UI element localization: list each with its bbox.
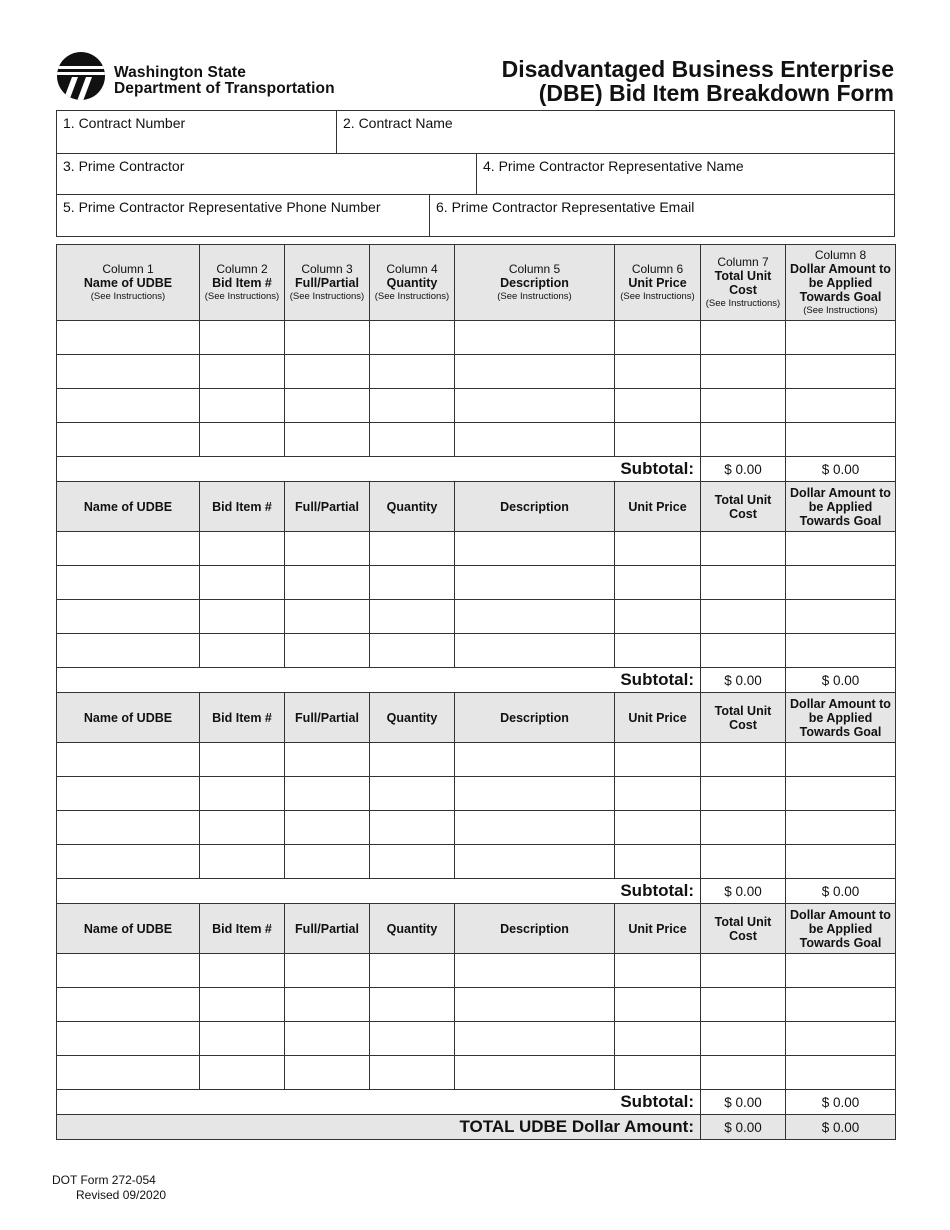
- entry-cell-description[interactable]: [455, 988, 615, 1022]
- entry-cell-total-unit-cost[interactable]: [701, 634, 786, 668]
- entry-cell-total-unit-cost[interactable]: [701, 811, 786, 845]
- header-full-partial: Full/Partial: [285, 904, 370, 954]
- entry-cell-full-partial[interactable]: [285, 423, 370, 457]
- header-quantity: Quantity: [370, 904, 455, 954]
- entry-cell-unit-price[interactable]: [615, 1022, 701, 1056]
- header-total-unit-cost: Total Unit Cost: [701, 693, 786, 743]
- agency-line-1: Washington State: [114, 64, 246, 81]
- entry-cell-full-partial[interactable]: [285, 954, 370, 988]
- entry-cell-unit-price[interactable]: [615, 743, 701, 777]
- form-title: [502, 57, 894, 105]
- entry-cell-name-of-udbe[interactable]: [57, 988, 200, 1022]
- column-title: Bid Item #: [212, 275, 272, 290]
- header-description: Description: [455, 693, 615, 743]
- entry-cell-bid-item[interactable]: [200, 988, 285, 1022]
- entry-cell-bid-item[interactable]: [200, 845, 285, 879]
- subtotal-row: [57, 879, 896, 904]
- column-title: Unit Price: [628, 275, 687, 290]
- header-quantity: Quantity: [370, 482, 455, 532]
- subtotal-total-unit-cost: $ 0.00: [701, 457, 786, 482]
- entry-cell-description[interactable]: [455, 845, 615, 879]
- subtotal-row: [57, 1090, 896, 1115]
- total-label: TOTAL UDBE Dollar Amount:: [57, 1115, 701, 1140]
- column-header-description: [455, 245, 615, 321]
- table-row: [57, 743, 896, 777]
- entry-cell-total-unit-cost[interactable]: [701, 600, 786, 634]
- entry-cell-full-partial[interactable]: [285, 634, 370, 668]
- entry-cell-name-of-udbe[interactable]: [57, 423, 200, 457]
- subtotal-total-unit-cost: $ 0.00: [701, 668, 786, 693]
- entry-cell-total-unit-cost[interactable]: [701, 389, 786, 423]
- total-unit-cost: $ 0.00: [701, 1115, 786, 1140]
- entry-cell-quantity[interactable]: [370, 355, 455, 389]
- form-title-line-1: Disadvantaged Business Enterprise: [501, 56, 894, 82]
- subtotal-dollar-amount: $ 0.00: [786, 1090, 896, 1115]
- entry-cell-full-partial[interactable]: [285, 988, 370, 1022]
- column-number: Column 2: [216, 261, 268, 276]
- entry-cell-description[interactable]: [455, 743, 615, 777]
- entry-cell-total-unit-cost[interactable]: [701, 845, 786, 879]
- revised-date: Revised 09/2020: [76, 1188, 167, 1202]
- header-quantity: Quantity: [370, 693, 455, 743]
- entry-cell-name-of-udbe[interactable]: [57, 743, 200, 777]
- entry-cell-full-partial[interactable]: [285, 1056, 370, 1090]
- entry-cell-dollar-amount[interactable]: [786, 954, 896, 988]
- entry-cell-unit-price[interactable]: [615, 845, 701, 879]
- subtotal-dollar-amount: $ 0.00: [786, 668, 896, 693]
- entry-cell-dollar-amount[interactable]: [786, 777, 896, 811]
- subtotal-label: Subtotal:: [57, 1090, 701, 1115]
- header-dollar-amount: Dollar Amount to be Applied Towards Goal: [786, 904, 896, 954]
- entry-cell-bid-item[interactable]: [200, 532, 285, 566]
- entry-cell-full-partial[interactable]: [285, 1022, 370, 1056]
- entry-cell-description[interactable]: [455, 634, 615, 668]
- contract-number-field[interactable]: 1. Contract Number: [63, 115, 186, 131]
- entry-cell-description[interactable]: [455, 1056, 615, 1090]
- header-full-partial: Full/Partial: [285, 693, 370, 743]
- prime-contractor-field[interactable]: 3. Prime Contractor: [63, 157, 185, 174]
- entry-cell-unit-price[interactable]: [615, 389, 701, 423]
- column-title: Dollar Amount to be Applied Towards Goal: [790, 261, 891, 304]
- entry-cell-full-partial[interactable]: [285, 355, 370, 389]
- entry-cell-total-unit-cost[interactable]: [701, 777, 786, 811]
- entry-cell-total-unit-cost[interactable]: [701, 566, 786, 600]
- entry-cell-quantity[interactable]: [370, 777, 455, 811]
- entry-cell-dollar-amount[interactable]: [786, 988, 896, 1022]
- column-title: Quantity: [386, 275, 438, 290]
- column-header-dollar-amount: [786, 245, 896, 321]
- column-header-quantity: [370, 245, 455, 321]
- table-row: [57, 811, 896, 845]
- header-bid-item: Bid Item #: [200, 482, 285, 532]
- contract-name-field[interactable]: 2. Contract Name: [336, 111, 894, 153]
- entry-cell-dollar-amount[interactable]: [786, 811, 896, 845]
- table-row: [57, 355, 896, 389]
- subtotal-total-unit-cost: $ 0.00: [701, 879, 786, 904]
- entry-cell-name-of-udbe[interactable]: [57, 634, 200, 668]
- entry-cell-description[interactable]: [455, 532, 615, 566]
- entry-cell-bid-item[interactable]: [200, 777, 285, 811]
- header-description: Description: [455, 482, 615, 532]
- entry-cell-quantity[interactable]: [370, 532, 455, 566]
- header-description: Description: [455, 904, 615, 954]
- grand-total-row: [57, 1115, 896, 1140]
- agency-name: [114, 65, 335, 97]
- column-number: Column 8: [814, 247, 867, 262]
- table-row: [57, 566, 896, 600]
- entry-cell-description[interactable]: [455, 423, 615, 457]
- table-row: [57, 634, 896, 668]
- entry-cell-quantity[interactable]: [370, 988, 455, 1022]
- entry-cell-name-of-udbe[interactable]: [57, 777, 200, 811]
- entry-cell-full-partial[interactable]: [285, 566, 370, 600]
- entry-cell-quantity[interactable]: [370, 321, 455, 355]
- table-row: [57, 777, 896, 811]
- entry-cell-bid-item[interactable]: [200, 634, 285, 668]
- entry-cell-name-of-udbe[interactable]: [57, 321, 200, 355]
- entry-cell-description[interactable]: [455, 1022, 615, 1056]
- table-row: [57, 389, 896, 423]
- column-number: Column 3: [301, 261, 353, 276]
- column-header-row: [57, 245, 896, 321]
- header-name-of-udbe: Name of UDBE: [57, 482, 200, 532]
- entry-cell-full-partial[interactable]: [285, 389, 370, 423]
- entry-cell-dollar-amount[interactable]: [786, 532, 896, 566]
- entry-cell-description[interactable]: [455, 355, 615, 389]
- table-row: [57, 988, 896, 1022]
- column-note: (See Instructions): [374, 290, 450, 302]
- entry-cell-name-of-udbe[interactable]: [57, 566, 200, 600]
- entry-cell-bid-item[interactable]: [200, 389, 285, 423]
- entry-cell-quantity[interactable]: [370, 743, 455, 777]
- column-title: Total Unit Cost: [714, 268, 772, 297]
- entry-cell-dollar-amount[interactable]: [786, 1056, 896, 1090]
- entry-cell-dollar-amount[interactable]: [786, 1022, 896, 1056]
- table-row: [57, 1056, 896, 1090]
- entry-cell-full-partial[interactable]: [285, 321, 370, 355]
- header-name-of-udbe: Name of UDBE: [57, 904, 200, 954]
- form-number: DOT Form 272-054: [52, 1173, 156, 1187]
- entry-cell-bid-item[interactable]: [200, 743, 285, 777]
- entry-cell-name-of-udbe[interactable]: [57, 1056, 200, 1090]
- subtotal-label: Subtotal:: [57, 668, 701, 693]
- entry-cell-bid-item[interactable]: [200, 423, 285, 457]
- entry-cell-unit-price[interactable]: [615, 321, 701, 355]
- entry-cell-full-partial[interactable]: [285, 532, 370, 566]
- entry-cell-full-partial[interactable]: [285, 845, 370, 879]
- entry-cell-total-unit-cost[interactable]: [701, 1056, 786, 1090]
- column-number: Column 4: [386, 261, 438, 276]
- form-title-line-2: (DBE) Bid Item Breakdown Form: [538, 80, 894, 106]
- entry-cell-description[interactable]: [455, 954, 615, 988]
- agency-line-2: Department of Transportation: [114, 80, 335, 97]
- table-row: [57, 845, 896, 879]
- entry-cell-name-of-udbe[interactable]: [57, 532, 200, 566]
- entry-cell-total-unit-cost[interactable]: [701, 954, 786, 988]
- entry-cell-total-unit-cost[interactable]: [701, 423, 786, 457]
- bid-item-table: [56, 244, 896, 1140]
- column-header-full-partial: [285, 245, 370, 321]
- entry-cell-bid-item[interactable]: [200, 954, 285, 988]
- column-note: (See Instructions): [90, 290, 166, 302]
- entry-cell-name-of-udbe[interactable]: [57, 355, 200, 389]
- header-bid-item: Bid Item #: [200, 904, 285, 954]
- entry-cell-name-of-udbe[interactable]: [57, 600, 200, 634]
- entry-cell-quantity[interactable]: [370, 1022, 455, 1056]
- entry-cell-full-partial[interactable]: [285, 600, 370, 634]
- entry-cell-total-unit-cost[interactable]: [701, 532, 786, 566]
- entry-cell-total-unit-cost[interactable]: [701, 355, 786, 389]
- entry-cell-dollar-amount[interactable]: [786, 743, 896, 777]
- entry-cell-unit-price[interactable]: [615, 777, 701, 811]
- table-row: [57, 954, 896, 988]
- entry-cell-quantity[interactable]: [370, 634, 455, 668]
- entry-cell-dollar-amount[interactable]: [786, 423, 896, 457]
- form-footer: [52, 1173, 166, 1203]
- entry-cell-total-unit-cost[interactable]: [701, 321, 786, 355]
- rep-name-field[interactable]: 4. Prime Contractor Representative Name: [476, 154, 894, 195]
- entry-cell-full-partial[interactable]: [285, 777, 370, 811]
- entry-cell-quantity[interactable]: [370, 1056, 455, 1090]
- repeat-header-row: [57, 904, 896, 954]
- entry-cell-description[interactable]: [455, 600, 615, 634]
- subtotal-label: Subtotal:: [57, 457, 701, 482]
- entry-cell-bid-item[interactable]: [200, 600, 285, 634]
- entry-cell-unit-price[interactable]: [615, 954, 701, 988]
- total-dollar-amount: $ 0.00: [786, 1115, 896, 1140]
- header-unit-price: Unit Price: [615, 482, 701, 532]
- entry-cell-dollar-amount[interactable]: [786, 600, 896, 634]
- repeat-header-row: [57, 693, 896, 743]
- header-unit-price: Unit Price: [615, 904, 701, 954]
- subtotal-row: [57, 668, 896, 693]
- table-row: [57, 1022, 896, 1056]
- subtotal-row: [57, 457, 896, 482]
- entry-cell-unit-price[interactable]: [615, 355, 701, 389]
- entry-cell-bid-item[interactable]: [200, 1022, 285, 1056]
- column-title: Full/Partial: [295, 275, 359, 290]
- table-row: [57, 321, 896, 355]
- column-number: Column 5: [508, 261, 561, 276]
- column-title: Description: [500, 275, 569, 290]
- entry-cell-dollar-amount[interactable]: [786, 389, 896, 423]
- header-bid-item: Bid Item #: [200, 693, 285, 743]
- entry-cell-name-of-udbe[interactable]: [57, 845, 200, 879]
- entry-cell-quantity[interactable]: [370, 389, 455, 423]
- column-note: (See Instructions): [497, 290, 572, 302]
- entry-cell-bid-item[interactable]: [200, 811, 285, 845]
- entry-cell-dollar-amount[interactable]: [786, 845, 896, 879]
- header-dollar-amount: Dollar Amount to be Applied Towards Goal: [786, 693, 896, 743]
- subtotal-dollar-amount: $ 0.00: [786, 879, 896, 904]
- column-note: (See Instructions): [705, 297, 781, 309]
- entry-cell-description[interactable]: [455, 389, 615, 423]
- entry-cell-total-unit-cost[interactable]: [701, 743, 786, 777]
- entry-cell-quantity[interactable]: [370, 811, 455, 845]
- column-note: (See Instructions): [204, 290, 280, 302]
- column-header-unit-price: [615, 245, 701, 321]
- header-total-unit-cost: Total Unit Cost: [701, 904, 786, 954]
- column-header-bid-item: [200, 245, 285, 321]
- entry-cell-description[interactable]: [455, 777, 615, 811]
- column-number: Column 1: [102, 261, 154, 276]
- entry-cell-full-partial[interactable]: [285, 811, 370, 845]
- entry-cell-unit-price[interactable]: [615, 988, 701, 1022]
- column-title: Name of UDBE: [83, 275, 173, 290]
- entry-cell-unit-price[interactable]: [615, 532, 701, 566]
- entry-cell-description[interactable]: [455, 566, 615, 600]
- entry-cell-dollar-amount[interactable]: [786, 634, 896, 668]
- header-name-of-udbe: Name of UDBE: [57, 693, 200, 743]
- contract-info-fields: [56, 110, 895, 237]
- column-header-name-of-udbe: [57, 245, 200, 321]
- column-header-total-unit-cost: [701, 245, 786, 321]
- entry-cell-quantity[interactable]: [370, 566, 455, 600]
- entry-cell-name-of-udbe[interactable]: [57, 1022, 200, 1056]
- column-note: (See Instructions): [289, 290, 365, 302]
- entry-cell-dollar-amount[interactable]: [786, 566, 896, 600]
- subtotal-total-unit-cost: $ 0.00: [701, 1090, 786, 1115]
- entry-cell-bid-item[interactable]: [200, 355, 285, 389]
- repeat-header-row: [57, 482, 896, 532]
- column-note: (See Instructions): [803, 304, 878, 316]
- header-total-unit-cost: Total Unit Cost: [701, 482, 786, 532]
- entry-cell-description[interactable]: [455, 321, 615, 355]
- table-row: [57, 600, 896, 634]
- entry-cell-unit-price[interactable]: [615, 423, 701, 457]
- entry-cell-name-of-udbe[interactable]: [57, 389, 200, 423]
- subtotal-label: Subtotal:: [57, 879, 701, 904]
- column-note: (See Instructions): [620, 290, 695, 302]
- entry-cell-bid-item[interactable]: [200, 1056, 285, 1090]
- entry-cell-quantity[interactable]: [370, 423, 455, 457]
- entry-cell-unit-price[interactable]: [615, 566, 701, 600]
- column-number: Column 7: [717, 254, 769, 269]
- entry-cell-dollar-amount[interactable]: [786, 355, 896, 389]
- header-dollar-amount: Dollar Amount to be Applied Towards Goal: [786, 482, 896, 532]
- entry-cell-total-unit-cost[interactable]: [701, 988, 786, 1022]
- entry-cell-unit-price[interactable]: [615, 634, 701, 668]
- entry-cell-quantity[interactable]: [370, 954, 455, 988]
- entry-cell-description[interactable]: [455, 811, 615, 845]
- entry-cell-bid-item[interactable]: [200, 566, 285, 600]
- entry-cell-dollar-amount[interactable]: [786, 321, 896, 355]
- column-number: Column 6: [631, 261, 684, 276]
- entry-cell-quantity[interactable]: [370, 845, 455, 879]
- entry-cell-quantity[interactable]: [370, 600, 455, 634]
- entry-cell-name-of-udbe[interactable]: [57, 811, 200, 845]
- entry-cell-name-of-udbe[interactable]: [57, 954, 200, 988]
- entry-cell-unit-price[interactable]: [615, 811, 701, 845]
- rep-email-field[interactable]: 6. Prime Contractor Representative Email: [429, 195, 894, 236]
- header-full-partial: Full/Partial: [285, 482, 370, 532]
- table-row: [57, 423, 896, 457]
- subtotal-dollar-amount: $ 0.00: [786, 457, 896, 482]
- table-row: [57, 532, 896, 566]
- header-unit-price: Unit Price: [615, 693, 701, 743]
- entry-cell-total-unit-cost[interactable]: [701, 1022, 786, 1056]
- entry-cell-full-partial[interactable]: [285, 743, 370, 777]
- wsdot-logo: [56, 51, 366, 103]
- wsdot-emblem-icon: [56, 51, 106, 101]
- entry-cell-unit-price[interactable]: [615, 600, 701, 634]
- entry-cell-bid-item[interactable]: [200, 321, 285, 355]
- rep-phone-field[interactable]: 5. Prime Contractor Representative Phone Number: [63, 199, 381, 215]
- entry-cell-unit-price[interactable]: [615, 1056, 701, 1090]
